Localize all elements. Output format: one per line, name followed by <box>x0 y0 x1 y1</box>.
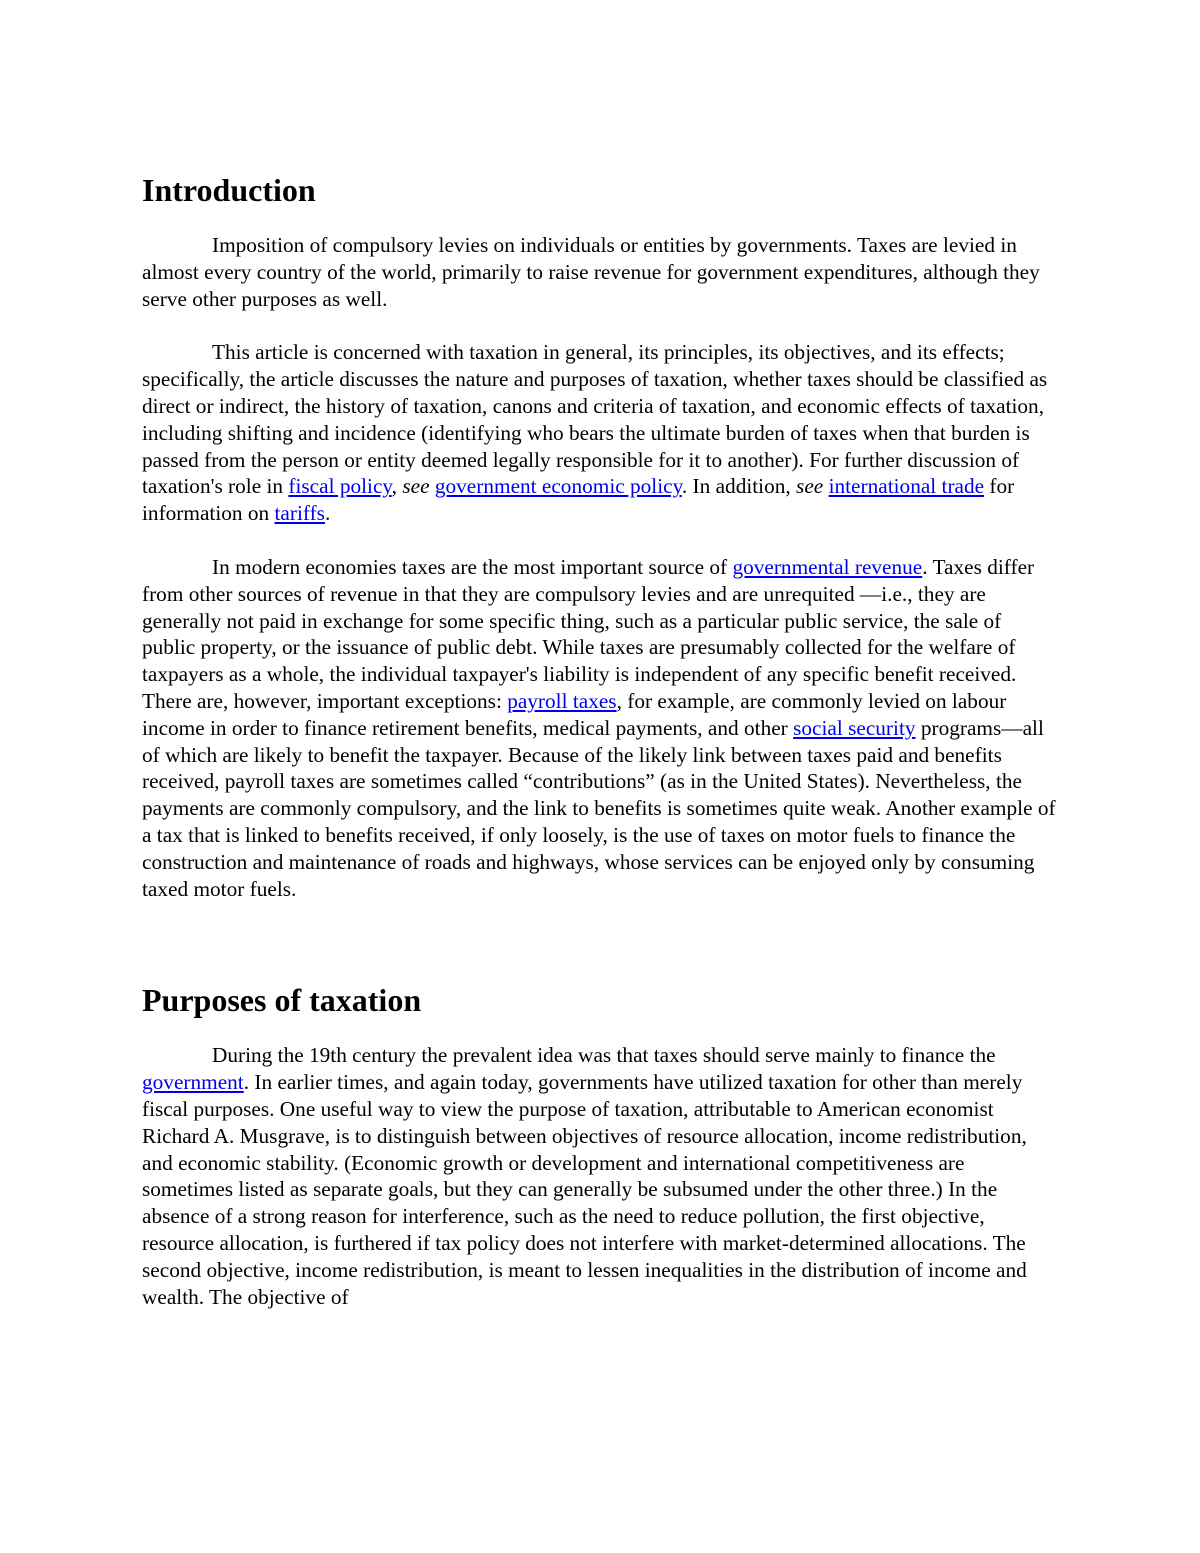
paragraph-text: During the 19th century the prevalent idea was that taxes should serve mainly to finance the <box>212 1043 996 1068</box>
paragraph <box>142 554 1058 902</box>
paragraph-text: . In earlier times, and again today, governments have utilized taxation for other than merely fiscal purposes. One useful way to view the purpose of taxation, attributable to American economist Richard A. Musgrave, is to distinguish between objectives of resource allocation, income redistribution, and economic stability. (Economic growth or development and international competitiveness are sometimes listed as separate goals, but they can generally be subsumed under the other three.) In the absence of a strong reason for interference, such as the need to reduce pollution, the first objective, resource allocation, is furthered if tax policy does not interfere with market-determined allocations. The second objective, income redistribution, is meant to lessen inequalities in the distribution of income and wealth. The objective of <box>142 1070 1027 1309</box>
link-international-trade[interactable]: international trade <box>828 474 985 499</box>
link-social-security[interactable]: social security <box>793 715 916 740</box>
emphasis-text: see <box>402 474 430 499</box>
emphasis-text: see <box>796 474 824 499</box>
section-heading-introduction: Introduction <box>142 172 316 208</box>
link-fiscal-policy[interactable]: fiscal policy <box>288 474 392 499</box>
paragraph-text: This article is concerned with taxation in general, its principles, its objectives, and its effects; specifically, the article discusses the nature and purposes of taxation, whether taxes should be classified as direct or indirect, the history of taxation, canons and criteria of taxation, and economic effects of taxation, including shifting and incidence (identifying who bears the ultimate burden of taxes when that burden is passed from the person or entity deemed legally responsible for it to another). For further discussion of taxation's role in <box>142 340 1048 499</box>
link-government-economic-policy[interactable]: government economic policy <box>434 474 682 499</box>
paragraph-text: , <box>391 474 403 499</box>
paragraph-text: . In addition, <box>681 474 797 499</box>
link-payroll-taxes[interactable]: payroll taxes <box>507 688 617 713</box>
paragraph-text: Imposition of compulsory levies on individuals or entities by governments. Taxes are levied in almost every country of the world, primarily to raise revenue for government expenditures, although they serve other purposes as well. <box>142 233 1040 311</box>
section-heading-purposes-of-taxation: Purposes of taxation <box>142 982 422 1019</box>
paragraph <box>142 1042 1058 1310</box>
paragraph-text: , for example, are commonly levied on labour income in order to finance retirement benefits, medical payments, and other <box>142 688 1007 740</box>
paragraph-text: In modern economies taxes are the most important source of <box>212 554 733 579</box>
paragraph <box>142 232 1058 312</box>
link-government[interactable]: government <box>142 1070 244 1095</box>
document-page <box>142 168 1058 1337</box>
paragraph-text: . <box>324 501 331 526</box>
paragraph-text: . Taxes differ from other sources of revenue in that they are compulsory levies and are unrequited —i.e., they are generally not paid in exchange for some specific thing, such as a particular public service, the sale of public property, or the issuance of public debt. While taxes are presumably collected for the welfare of taxpayers as a whole, the individual taxpayer's liability is independent of any specific benefit received. There are, however, important exceptions: <box>142 554 1035 713</box>
paragraph <box>142 339 1058 527</box>
link-tariffs[interactable]: tariffs <box>274 501 325 526</box>
link-governmental-revenue[interactable]: governmental revenue <box>732 554 923 579</box>
paragraph-text: programs—all of which are likely to benefit the taxpayer. Because of the likely link between taxes paid and benefits received, payroll taxes are sometimes called “contributions” (as in the United States). Nevertheless, the payments are commonly compulsory, and the link to benefits is sometimes quite weak. Another example of a tax that is linked to benefits received, if only loosely, is the use of taxes on motor fuels to finance the construction and maintenance of roads and highways, whose services can be enjoyed only by consuming taxed motor fuels. <box>142 715 1056 901</box>
paragraph-text: for information on <box>142 474 1015 526</box>
